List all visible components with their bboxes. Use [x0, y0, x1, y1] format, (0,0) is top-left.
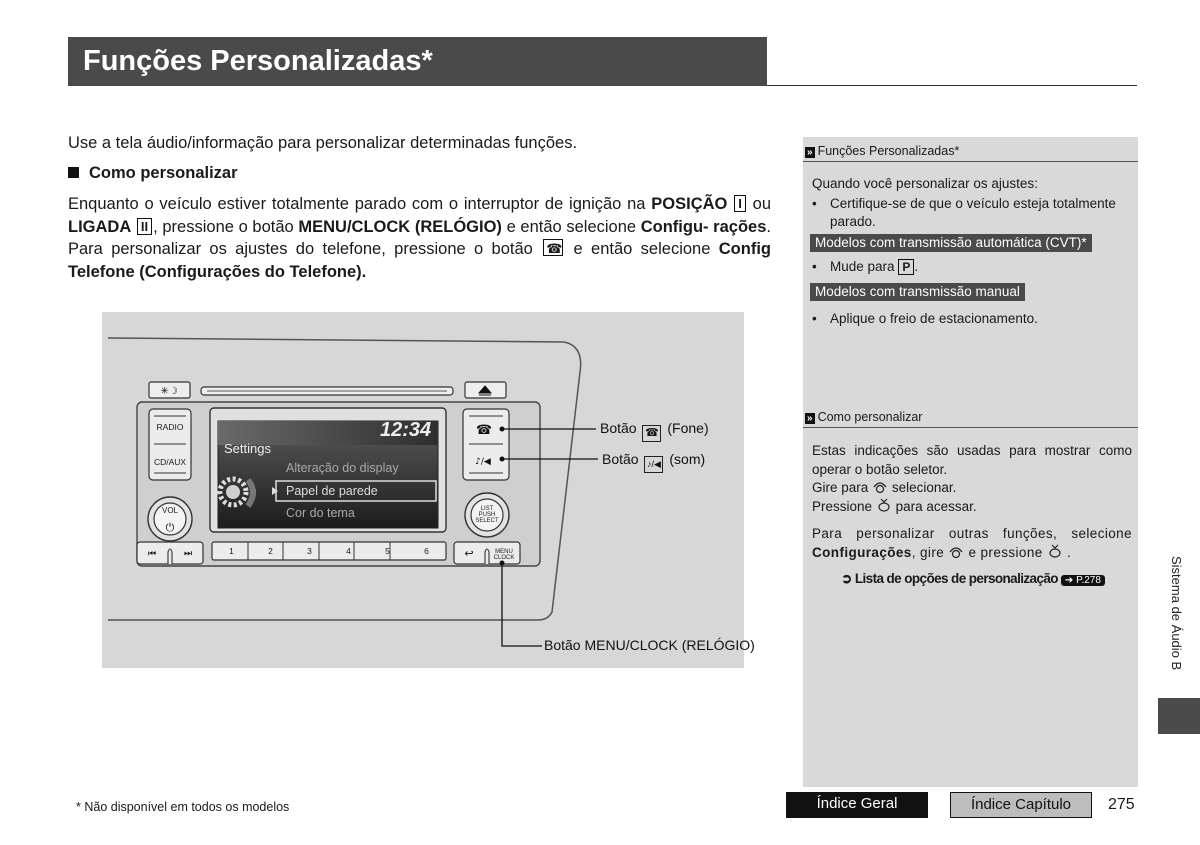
body-bold-menu-clock: MENU/CLOCK (RELÓGIO)	[298, 217, 502, 236]
chapter-side-label: Sistema de Áudio B	[1169, 556, 1184, 671]
footnote: * Não disponível em todos os modelos	[76, 800, 290, 814]
screen-clock: 12:34	[380, 419, 432, 441]
sidebar-bullet-1	[812, 195, 1130, 231]
vol-knob-label: VOL	[161, 506, 178, 515]
gear-p-key: P	[898, 259, 914, 275]
caption-menu-clock: Botão MENU/CLOCK (RELÓGIO)	[544, 637, 755, 653]
caption-phone-post: (Fone)	[667, 420, 709, 436]
cd-aux-button: CD/AUX	[153, 457, 187, 467]
press-knob-icon	[1047, 544, 1063, 556]
preset-strip	[212, 546, 446, 556]
s2-press-line	[812, 498, 1132, 517]
bullet-3-text: Aplique o freio de estacionamento.	[830, 311, 1038, 326]
intro-text: Use a tela áudio/informação para personalizar determinadas funções.	[68, 134, 578, 152]
svg-text:☎: ☎	[475, 423, 493, 438]
svg-text:⏭: ⏭	[183, 549, 193, 559]
preset-1: 1	[229, 546, 234, 556]
p2-bold-configuracoes: Configurações	[812, 544, 912, 560]
bullet-dot-icon: •	[812, 196, 817, 211]
menu-item-display: Alteração do display	[286, 461, 399, 475]
body-bold-posicao: POSIÇÃO	[651, 195, 728, 213]
page-title: Funções Personalizadas*	[83, 45, 433, 77]
xref-text[interactable]: Lista de opções de personalização	[854, 571, 1058, 586]
push-label: PUSH	[478, 512, 496, 518]
double-chevron-icon: »	[807, 147, 813, 158]
xref-link-customization-list[interactable]	[841, 571, 1105, 587]
audio-unit-illustration	[102, 312, 744, 668]
menu-item-wallpaper: Papel de parede	[286, 484, 378, 498]
phone-icon: ☎	[642, 425, 661, 442]
bullet-2-text: Mude para	[830, 259, 895, 274]
clock-label: CLOCK	[493, 555, 515, 561]
p2-mid: , gire	[911, 544, 945, 560]
body-text-1: Enquanto o veículo estiver totalmente parado com o interruptor de ignição na	[68, 195, 652, 213]
preset-5: 5	[385, 546, 390, 556]
sidebar-notes	[803, 137, 1138, 787]
subheading	[68, 164, 238, 183]
sidebar-bullet-3	[812, 310, 1130, 328]
rotate-post: selecionar.	[891, 480, 957, 495]
svg-text:♪/◀: ♪/◀	[475, 457, 491, 467]
body-text-5: . Para personalizar os ajustes do telefone, pressione o botão	[68, 217, 771, 258]
audio-unit-figure	[102, 312, 744, 668]
sound-icon: ♪/◀	[644, 456, 663, 473]
bullet-1-text: Certifique-se de que o veículo esteja totalmente parado.	[830, 196, 1116, 229]
press-pre: Pressione	[812, 498, 873, 514]
s2-paragraph-1: Estas indicações são usadas para mostrar como operar o botão seletor.	[812, 443, 1132, 477]
bullet-dot-icon: •	[812, 259, 817, 274]
svg-text:✳☽: ✳☽	[160, 386, 178, 397]
index-chapter-button[interactable]: Índice Capítulo	[950, 792, 1092, 818]
select-label: SELECT	[475, 518, 499, 524]
svg-text:↩: ↩	[464, 547, 474, 560]
index-general-button[interactable]: Índice Geral	[786, 792, 928, 818]
body-bold-configuracoes: Configu- rações	[640, 217, 767, 236]
rotate-pre: Gire para	[812, 480, 869, 495]
sidebar-section-2-title	[803, 410, 1138, 428]
caption-phone-pre: Botão	[600, 420, 637, 436]
xref-page-badge[interactable]: ➔ P.278	[1061, 575, 1105, 586]
s2-rotate-line	[812, 479, 1132, 498]
screen-title: Settings	[224, 441, 271, 456]
press-post: para acessar.	[895, 498, 977, 514]
sidebar-bullet-2: • Mude para P .	[812, 259, 919, 274]
caption-sound-button	[602, 451, 705, 473]
body-bold-config-telefone: Config Telefone (Configurações do Telefone).	[68, 240, 771, 281]
rotate-knob-icon	[948, 545, 964, 557]
caption-sound-pre: Botão	[602, 451, 639, 467]
p2-pre: Para personalizar outras funções, selecione	[812, 526, 1132, 541]
square-bullet-icon	[68, 167, 79, 178]
body-bold-ligada: LIGADA	[68, 217, 132, 236]
svg-text:⏻: ⏻	[165, 521, 175, 534]
menu-label: MENU	[495, 549, 513, 555]
body-text-4: e então selecione	[501, 217, 641, 236]
title-bar	[68, 37, 767, 86]
sidebar-s2-text	[812, 442, 1132, 562]
key-position-2: II	[137, 218, 152, 235]
caption-phone-button	[600, 420, 709, 442]
page-number: 275	[1108, 796, 1135, 813]
bullet-dot-icon: •	[812, 311, 817, 326]
sidebar-s1-text: Quando você personalizar os ajustes:	[812, 176, 1038, 191]
chapter-tab[interactable]	[1158, 698, 1200, 734]
title-rule	[767, 85, 1137, 86]
body-text-2: ou	[746, 195, 771, 213]
tag-manual-models: Modelos com transmissão manual	[810, 283, 1025, 301]
preset-2: 2	[268, 546, 273, 556]
select-knob-label	[471, 506, 503, 524]
body-text-3: , pressione o botão	[153, 217, 299, 236]
p2-mid2: e pressione	[968, 544, 1043, 560]
xref-page-number: P.278	[1076, 575, 1101, 586]
body-text-6: e então selecione	[565, 240, 719, 258]
section-1-title-text: Funções Personalizadas*	[817, 144, 960, 158]
svg-text:⏮: ⏮	[147, 549, 157, 559]
double-chevron-icon: »	[807, 413, 813, 424]
phone-icon	[543, 239, 563, 256]
preset-6: 6	[424, 546, 429, 556]
subheading-label: Como personalizar	[89, 164, 238, 182]
s2-paragraph-2	[812, 525, 1132, 562]
caption-sound-post: (som)	[669, 451, 706, 467]
tag-cvt-models: Modelos com transmissão automática (CVT)*	[810, 234, 1092, 252]
p2-end: .	[1066, 544, 1072, 560]
rotate-knob-icon	[872, 480, 888, 492]
menu-item-theme: Cor do tema	[286, 506, 355, 520]
preset-3: 3	[307, 546, 312, 556]
preset-4: 4	[346, 546, 351, 556]
arrow-circle-icon: ➲	[841, 571, 852, 586]
sidebar-section-1-title	[803, 144, 1138, 162]
list-label: LIST	[480, 506, 494, 512]
menu-clock-button	[490, 549, 518, 561]
section-2-title-text: Como personalizar	[817, 410, 923, 424]
press-knob-icon	[876, 498, 892, 510]
radio-button: RADIO	[156, 422, 184, 432]
key-position-1: I	[734, 195, 746, 212]
body-paragraph	[68, 193, 771, 283]
